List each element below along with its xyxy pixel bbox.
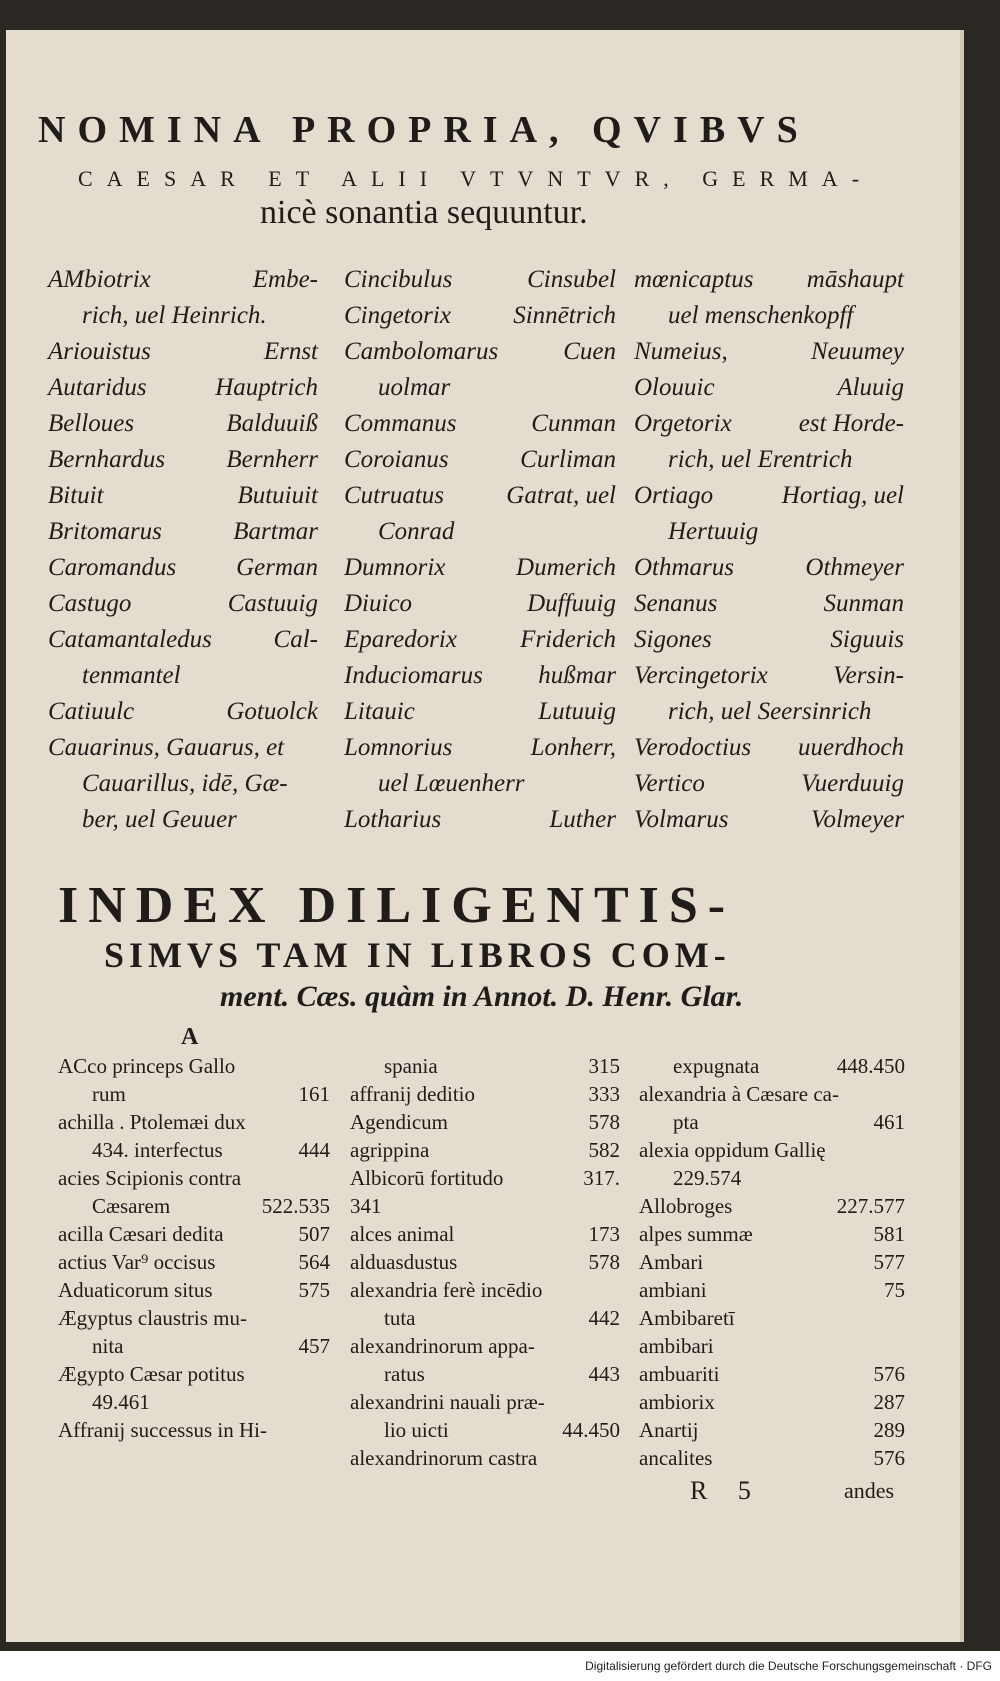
name-entry-term: Induciomarus <box>344 662 483 689</box>
name-entry-term: Cingetorix <box>344 302 451 329</box>
name-entry <box>634 662 904 698</box>
name-entry <box>48 374 318 410</box>
index-entry-term: tuta <box>384 1306 416 1330</box>
name-entry-term: Olouuic <box>634 374 715 401</box>
index-entry-value: 577 <box>873 1250 905 1274</box>
index-entry-term: alexia oppidum Gallię <box>639 1138 826 1162</box>
index-entry-term: ambibari <box>639 1334 714 1358</box>
index-letter: A <box>181 1024 199 1050</box>
index-entry <box>350 1418 620 1446</box>
index-entry <box>350 1166 620 1194</box>
name-entry-value: Lonherr, <box>530 734 616 761</box>
index-entry <box>639 1390 905 1418</box>
index-entry <box>58 1306 330 1334</box>
name-entry-term: Vertico <box>634 770 705 797</box>
name-entry-value: Cinsubel <box>527 266 616 293</box>
name-entry-term: Lomnorius <box>344 734 453 761</box>
name-entry <box>344 626 616 662</box>
name-entry-value: Versin- <box>833 662 904 689</box>
name-entry-term: Conrad <box>378 518 455 545</box>
name-entry-term: ber, uel Geuuer <box>82 806 237 833</box>
index-entry <box>58 1110 330 1138</box>
name-entry-term: Ariouistus <box>48 338 151 365</box>
index-entry-term: nita <box>92 1334 124 1358</box>
name-entry-value: Cunman <box>531 410 616 437</box>
index-entry <box>58 1390 330 1418</box>
name-entry <box>48 626 318 662</box>
index-entry-term: alexandria à Cæsare ca- <box>639 1082 839 1106</box>
name-entry <box>634 410 904 446</box>
name-entry-value: hußmar <box>538 662 616 689</box>
index-heading-line-3: ment. Cæs. quàm in Annot. D. Henr. Glar. <box>220 980 744 1013</box>
index-entry-term: Ægypto Cæsar potitus <box>58 1362 245 1386</box>
index-entry-value: 575 <box>298 1278 330 1302</box>
index-entry-term: ACco princeps Gallo <box>58 1054 236 1078</box>
index-entry-value: 173 <box>588 1222 620 1246</box>
catchword: andes <box>844 1478 895 1503</box>
index-entry-value: 317. <box>583 1166 620 1190</box>
name-entry <box>344 770 616 806</box>
index-entry <box>58 1082 330 1110</box>
name-entry <box>344 482 616 518</box>
index-entry-term: affranij deditio <box>350 1082 475 1106</box>
index-entry-value: 287 <box>873 1390 905 1414</box>
index-entry <box>639 1250 905 1278</box>
index-entry-term: acilla Cæsari dedita <box>58 1222 224 1246</box>
index-entry-value: 444 <box>298 1138 330 1162</box>
index-entry <box>350 1054 620 1082</box>
index-entry <box>350 1194 620 1222</box>
name-entry <box>48 302 318 338</box>
name-entry <box>634 338 904 374</box>
index-entry-term: acies Scipionis contra <box>58 1166 242 1190</box>
name-entry-value: German <box>236 554 318 581</box>
name-entry-term: Ortiago <box>634 482 714 509</box>
name-entry <box>344 806 616 842</box>
index-entry <box>350 1362 620 1390</box>
name-entry <box>344 302 616 338</box>
name-entry-value: Embe- <box>252 266 318 293</box>
name-entry-term: Cutruatus <box>344 482 445 509</box>
index-entry <box>639 1446 905 1474</box>
index-entry-value: 576 <box>873 1362 905 1386</box>
index-heading-line-1: INDEX DILIGENTIS- <box>58 877 736 934</box>
index-entry-term: ratus <box>384 1362 425 1386</box>
index-entry-term: alpes summæ <box>639 1222 753 1246</box>
index-entry <box>58 1194 330 1222</box>
name-entry-term: Catamantaledus <box>48 626 212 653</box>
name-entry-value: Cuen <box>563 338 616 365</box>
index-entry-value: 581 <box>873 1222 905 1246</box>
name-entry-value: Curliman <box>520 446 616 473</box>
index-entry <box>639 1110 905 1138</box>
index-entry-term: agrippina <box>350 1138 430 1162</box>
index-entry-value: 507 <box>298 1222 330 1246</box>
name-entry <box>634 302 904 338</box>
index-entry-term: actius Var⁹ occisus <box>58 1250 216 1274</box>
index-entry <box>639 1362 905 1390</box>
credit-text: Digitalisierung gefördert durch die Deutsche Forschungsgemeinschaft · DFG <box>585 1659 992 1673</box>
name-entry-value: Butuiuit <box>237 482 318 509</box>
name-entry-value: uuerdhoch <box>798 734 904 761</box>
index-entry <box>639 1082 905 1110</box>
name-entry <box>344 446 616 482</box>
name-entry <box>344 410 616 446</box>
name-entry-term: Volmarus <box>634 806 729 833</box>
index-entry-value: 442 <box>588 1306 620 1330</box>
book-page <box>6 30 964 1642</box>
index-entry <box>350 1138 620 1166</box>
name-entry-value: Vuerduuig <box>801 770 904 797</box>
name-entry <box>48 590 318 626</box>
index-entry-value: 333 <box>588 1082 620 1106</box>
name-entry-value: Neuumey <box>810 338 904 365</box>
name-entry-term: Bituit <box>48 482 104 509</box>
name-entry-term: uel Lœuenherr <box>378 770 525 797</box>
name-entry <box>634 626 904 662</box>
index-entry-term: lio uicti <box>384 1418 449 1442</box>
name-entry-value: Lutuuig <box>538 698 616 725</box>
index-entry-value: 227.577 <box>836 1194 905 1218</box>
name-entry <box>634 770 904 806</box>
index-column-3 <box>639 1054 905 1474</box>
index-entry <box>639 1334 905 1362</box>
index-entry-term: pta <box>673 1110 699 1134</box>
index-entry-term: alexandrinorum appa- <box>350 1334 535 1358</box>
index-entry <box>350 1306 620 1334</box>
index-entry-term: expugnata <box>673 1054 760 1078</box>
name-entry <box>48 446 318 482</box>
name-entry-term: Verodoctius <box>634 734 752 761</box>
index-entry <box>350 1110 620 1138</box>
names-column-1 <box>48 266 318 842</box>
name-entry-value: Cal- <box>273 626 318 653</box>
name-entry <box>48 554 318 590</box>
index-entry-value: 443 <box>588 1362 620 1386</box>
index-entry-term: ambuariti <box>639 1362 720 1386</box>
name-entry <box>344 338 616 374</box>
name-entry-term: Castugo <box>48 590 132 617</box>
index-entry <box>350 1250 620 1278</box>
index-entry-term: rum <box>92 1082 126 1106</box>
name-entry-term: Britomarus <box>48 518 162 545</box>
index-entry-value: 578 <box>588 1110 620 1134</box>
name-entry-term: Hertuuig <box>668 518 759 545</box>
name-entry <box>344 374 616 410</box>
name-entry <box>634 734 904 770</box>
name-entry-value: Castuuig <box>227 590 318 617</box>
name-entry <box>344 662 616 698</box>
index-entry-value: 457 <box>298 1334 330 1358</box>
name-entry-term: Othmarus <box>634 554 735 581</box>
name-entry-term: Orgetorix <box>634 410 732 437</box>
index-entry-value: 44.450 <box>562 1418 620 1442</box>
credit-strip <box>0 1651 1000 1681</box>
name-entry-value: est Horde- <box>798 410 904 437</box>
index-entry-term: alces animal <box>350 1222 455 1246</box>
name-entry-term: Caromandus <box>48 554 177 581</box>
name-entry-term: Diuico <box>344 590 413 617</box>
index-entry <box>350 1446 620 1474</box>
index-entry-value: 448.450 <box>836 1054 905 1078</box>
index-entry-term: alexandrini nauali præ- <box>350 1390 545 1414</box>
index-entry-term: Ambari <box>639 1250 704 1274</box>
index-entry <box>58 1418 330 1446</box>
name-entry-term: Autaridus <box>48 374 147 401</box>
name-entry <box>48 266 318 302</box>
name-entry-term: uel menschenkopff <box>668 302 854 329</box>
index-entry-term: Ægyptus claustris mu- <box>58 1306 247 1330</box>
index-entry-term: Anartij <box>639 1418 699 1442</box>
index-entry-term: Cæsarem <box>92 1194 171 1218</box>
name-entry-value: Sunman <box>823 590 904 617</box>
index-entry-term: Allobroges <box>639 1194 733 1218</box>
index-entry-term: Albicorū fortitudo <box>350 1166 504 1190</box>
name-entry <box>344 518 616 554</box>
index-entry <box>639 1306 905 1334</box>
name-entry-term: Commanus <box>344 410 457 437</box>
name-entry-value: Duffuuig <box>527 590 616 617</box>
index-heading-line-2: SIMVS TAM IN LIBROS COM- <box>104 935 731 975</box>
name-entry <box>48 806 318 842</box>
index-entry-value: 461 <box>873 1110 905 1134</box>
index-entry-value: 75 <box>884 1278 905 1302</box>
name-entry-term: Cauarillus, idē, Gæ- <box>82 770 288 797</box>
index-entry-term: Ambibaretī <box>639 1306 735 1330</box>
index-entry-term: Affranij successus in Hi- <box>58 1418 267 1442</box>
name-entry <box>634 590 904 626</box>
name-entry-term: Belloues <box>48 410 135 437</box>
index-entry-value: 522.535 <box>261 1194 330 1218</box>
index-column-1 <box>58 1054 330 1446</box>
name-entry-term: rich, uel Heinrich. <box>82 302 267 329</box>
name-entry-term: Bernhardus <box>48 446 166 473</box>
index-entry <box>639 1278 905 1306</box>
name-entry-value: Gatrat, uel <box>506 482 616 509</box>
index-entry-term: 49.461 <box>92 1390 150 1414</box>
index-entry-term: 434. interfectus <box>92 1138 223 1162</box>
index-entry-term: achilla . Ptolemæi dux <box>58 1110 246 1134</box>
index-entry <box>58 1334 330 1362</box>
name-entry-term: Cauarinus, Gauarus, et <box>48 734 285 761</box>
index-entry <box>58 1250 330 1278</box>
name-entry-term: Cambolomarus <box>344 338 499 365</box>
name-entry <box>344 554 616 590</box>
index-column-2 <box>350 1054 620 1474</box>
heading-line-1: NOMINA PROPRIA, QVIBVS <box>38 109 810 151</box>
name-entry-term: Sigones <box>634 626 712 653</box>
index-entry-value: 578 <box>588 1250 620 1274</box>
name-entry-value: Volmeyer <box>810 806 904 833</box>
index-entry-value: 576 <box>873 1446 905 1470</box>
name-entry-term: Litauic <box>344 698 415 725</box>
name-entry-term: rich, uel Seersinrich <box>668 698 872 725</box>
index-entry <box>639 1194 905 1222</box>
name-entry <box>634 554 904 590</box>
name-entry-value: Friderich <box>520 626 616 653</box>
index-entry-value: 289 <box>873 1418 905 1442</box>
name-entry-term: Senanus <box>634 590 718 617</box>
name-entry <box>344 698 616 734</box>
name-entry <box>344 590 616 626</box>
index-entry-term: ambiorix <box>639 1390 715 1414</box>
name-entry-value: Siguuis <box>830 626 904 653</box>
name-entry-value: Sinnētrich <box>513 302 616 329</box>
index-entry <box>639 1222 905 1250</box>
name-entry <box>634 518 904 554</box>
name-entry-term: tenmantel <box>82 662 181 689</box>
index-entry-term: Aduaticorum situs <box>58 1278 213 1302</box>
name-entry <box>48 698 318 734</box>
name-entry-value: Aluuig <box>837 374 904 401</box>
index-entry <box>639 1166 905 1194</box>
index-entry <box>58 1222 330 1250</box>
name-entry <box>344 734 616 770</box>
heading-line-3: nicè sonantia sequuntur. <box>260 194 588 231</box>
name-entry-term: Dumnorix <box>344 554 446 581</box>
index-entry <box>350 1278 620 1306</box>
name-entry <box>634 482 904 518</box>
index-entry <box>58 1278 330 1306</box>
name-entry <box>634 446 904 482</box>
name-entry-term: Lotharius <box>344 806 442 833</box>
name-entry-value: Balduuiß <box>226 410 318 437</box>
name-entry <box>48 662 318 698</box>
index-entry-value: 582 <box>588 1138 620 1162</box>
index-entry-term: alduasdustus <box>350 1250 458 1274</box>
name-entry-term: Coroianus <box>344 446 449 473</box>
name-entry-value: Dumerich <box>516 554 616 581</box>
name-entry-value: Othmeyer <box>805 554 904 581</box>
index-entry <box>350 1222 620 1250</box>
index-entry <box>58 1166 330 1194</box>
index-entry-value: 564 <box>298 1250 330 1274</box>
index-entry <box>639 1138 905 1166</box>
name-entry-value: Bartmar <box>233 518 318 545</box>
name-entry <box>634 698 904 734</box>
index-entry-term: ambiani <box>639 1278 707 1302</box>
index-entry-value: 315 <box>588 1054 620 1078</box>
name-entry-term: Numeius, <box>634 338 728 365</box>
name-entry <box>48 338 318 374</box>
name-entry-value: Luther <box>549 806 616 833</box>
index-entry <box>639 1054 905 1082</box>
heading-line-2: CAESAR ET ALII VTVNTVR, GERMA- <box>78 166 874 191</box>
name-entry <box>634 806 904 842</box>
index-entry-term: spania <box>384 1054 438 1078</box>
name-entry-term: Eparedorix <box>344 626 457 653</box>
name-entry-value: māshaupt <box>806 266 904 293</box>
index-entry-value: 161 <box>298 1082 330 1106</box>
index-entry <box>58 1362 330 1390</box>
name-entry-term: Catiuulc <box>48 698 135 725</box>
name-entry-value: Ernst <box>263 338 318 365</box>
names-column-2 <box>344 266 616 842</box>
index-entry-term: alexandria ferè incēdio <box>350 1278 543 1302</box>
name-entry-value: Bernherr <box>226 446 318 473</box>
name-entry <box>48 410 318 446</box>
index-entry <box>58 1054 330 1082</box>
index-entry-term: ancalites <box>639 1446 713 1470</box>
name-entry-term: uolmar <box>378 374 451 401</box>
signature-mark: R 5 <box>690 1476 763 1505</box>
index-entry <box>350 1390 620 1418</box>
name-entry <box>48 770 318 806</box>
index-entry-term: alexandrinorum castra <box>350 1446 538 1470</box>
name-entry-term: AMbiotrix <box>48 266 151 293</box>
name-entry <box>48 482 318 518</box>
name-entry <box>634 374 904 410</box>
names-column-3 <box>634 266 904 842</box>
index-entry <box>58 1138 330 1166</box>
name-entry-term: rich, uel Erentrich <box>668 446 853 473</box>
index-entry-term: Agendicum <box>350 1110 448 1134</box>
name-entry-value: Gotuolck <box>226 698 318 725</box>
name-entry-term: Cincibulus <box>344 266 453 293</box>
name-entry <box>344 266 616 302</box>
name-entry <box>48 518 318 554</box>
name-entry-value: Hauptrich <box>215 374 318 401</box>
index-entry <box>350 1334 620 1362</box>
index-entry-term: 341 <box>350 1194 382 1218</box>
name-entry-term: mœnicaptus <box>634 266 754 293</box>
name-entry <box>634 266 904 302</box>
index-entry <box>350 1082 620 1110</box>
index-entry <box>639 1418 905 1446</box>
name-entry <box>48 734 318 770</box>
name-entry-term: Vercingetorix <box>634 662 768 689</box>
name-entry-value: Hortiag, uel <box>781 482 904 509</box>
index-entry-term: 229.574 <box>673 1166 742 1190</box>
